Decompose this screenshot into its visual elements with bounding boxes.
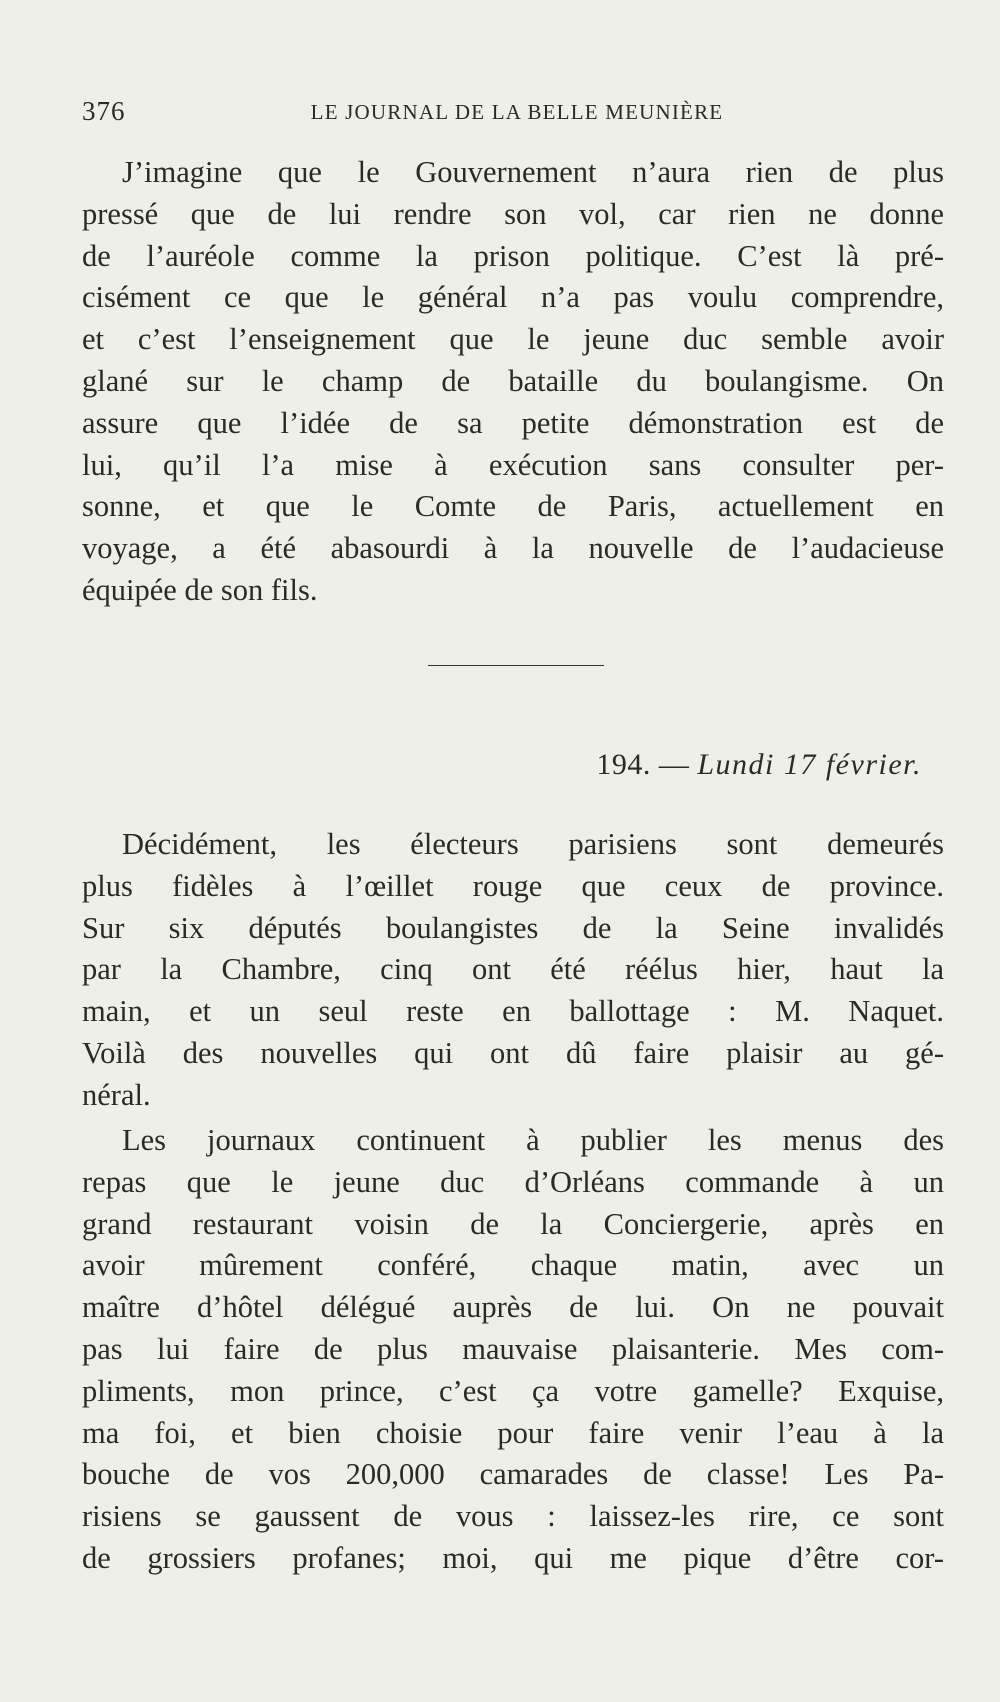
paragraph-2 [82,824,944,1117]
text-line: cisément ce que le général n’a pas voulu comprendre, [82,280,944,315]
text-line: pressé que de lui rendre son vol, car rien ne donne [82,196,944,231]
text-line: ma foi, et bien choisie pour faire venir l’eau à la [82,1415,944,1450]
text-line: sonne, et que le Comte de Paris, actuellement en [82,489,944,524]
text-line: de l’auréole comme la prison politique. C’est là pré- [82,238,944,273]
text-line: Les journaux continuent à publier les menus des [122,1123,944,1157]
page-number: 376 [82,96,126,126]
text-line: grand restaurant voisin de la Conciergerie, après en [82,1206,944,1241]
paragraph-3 [82,1120,944,1580]
text-line: voyage, a été abasourdi à la nouvelle de l’audacieuse [82,531,944,566]
text-line: néral. [82,1077,151,1112]
text-line: bouche de vos 200,000 camarades de classe! Les Pa- [82,1457,944,1492]
text-line: de grossiers profanes; moi, qui me pique d’être cor- [82,1540,944,1575]
text-line: Sur six députés boulangistes de la Seine invalidés [82,910,944,945]
text-line: main, et un seul reste en ballottage : M. Naquet. [82,994,944,1029]
running-title: LE JOURNAL DE LA BELLE MEUNIÈRE [310,100,724,124]
text-line: et c’est l’enseignement que le jeune duc semble avoir [82,322,944,357]
text-line: repas que le jeune duc d’Orléans commande à un [82,1164,944,1199]
text-line: pas lui faire de plus mauvaise plaisanterie. Mes com- [82,1331,944,1366]
text-line: équipée de son fils. [82,572,318,607]
text-line: J’imagine que le Gouvernement n’aura rien de plus [122,155,944,189]
text-line: par la Chambre, cinq ont été réélus hier, haut la [82,952,944,987]
entry-number: 194. — [596,748,690,781]
text-line: lui, qu’il l’a mise à exécution sans consulter per- [82,447,944,482]
paragraph-1 [82,152,944,612]
text-line: maître d’hôtel délégué auprès de lui. On ne pouvait [82,1290,944,1325]
text-line: Voilà des nouvelles qui ont dû faire plaisir au gé- [82,1035,944,1070]
text-line: pliments, mon prince, c’est ça votre gamelle? Exquise, [82,1373,944,1408]
text-line: avoir mûrement conféré, chaque matin, avec un [82,1248,944,1283]
entry-date: Lundi 17 février. [697,748,922,781]
text-line: risiens se gaussent de vous : laissez-les rire, ce sont [82,1499,944,1534]
text-line: Décidément, les électeurs parisiens sont demeurés [122,827,944,861]
section-divider [428,665,604,666]
text-line: assure que l’idée de sa petite démonstration est de [82,405,944,440]
text-line: glané sur le champ de bataille du boulangisme. On [82,363,944,398]
entry-heading [596,748,922,782]
text-line: plus fidèles à l’œillet rouge que ceux de province. [82,868,944,903]
running-head [82,96,922,136]
